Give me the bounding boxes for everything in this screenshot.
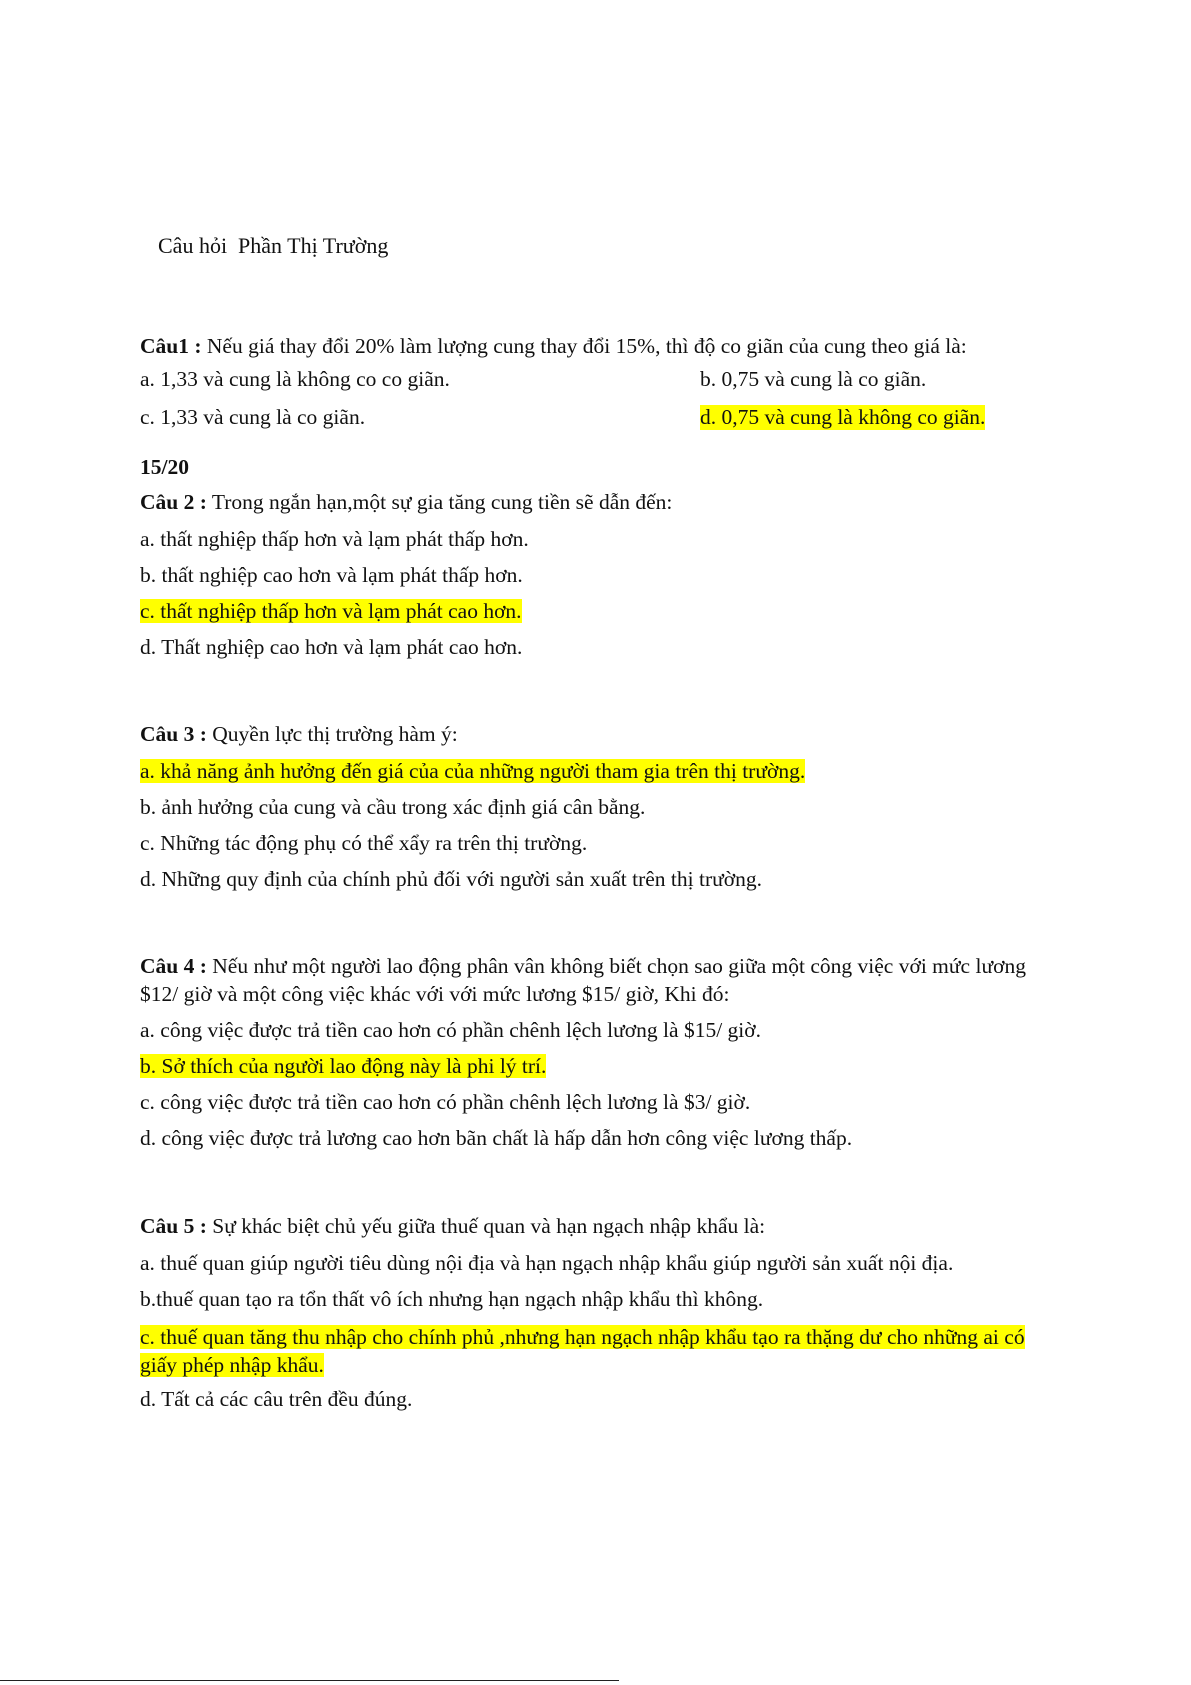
q1-option-c: c. 1,33 và cung là co giãn. [140, 405, 366, 429]
footer-divider-short [595, 1680, 619, 1681]
question-5-label: Câu 5 : [140, 1214, 207, 1238]
page-title: Câu hỏi Phần Thị Trường [158, 233, 389, 258]
question-1-stem [140, 334, 1060, 359]
q5-option-c-correct: c. thuế quan tăng thu nhập cho chính phủ ,nhưng hạn ngạch nhập khẩu tạo ra thặng dư cho những ai có giấy phép nhập khẩu. [140, 1325, 1025, 1377]
q4-option-a: a. công việc được trả tiền cao hơn có phần chênh lệch lương là $15/ giờ. [140, 1018, 762, 1042]
question-4-stem [140, 952, 1060, 1008]
question-2 [140, 490, 1060, 660]
question-5 [140, 1214, 1060, 1412]
question-5-text: Sự khác biệt chủ yếu giữa thuế quan và hạn ngạch nhập khẩu là: [206, 1214, 766, 1238]
question-2-text: Trong ngắn hạn,một sự gia tăng cung tiền sẽ dẫn đến: [206, 490, 673, 514]
q3-option-a-correct: a. khả năng ảnh hưởng đến giá của của những người tham gia trên thị trường. [140, 759, 806, 783]
question-3-label: Câu 3 : [140, 722, 207, 746]
q2-option-c-correct: c. thất nghiệp thấp hơn và lạm phát cao hơn. [140, 599, 522, 623]
q5-option-b: b.thuế quan tạo ra tổn thất vô ích nhưng hạn ngạch nhập khẩu thì không. [140, 1287, 764, 1311]
q2-option-d: d. Thất nghiệp cao hơn và lạm phát cao hơn. [140, 635, 523, 659]
q4-option-b-correct: b. Sở thích của người lao động này là phi lý trí. [140, 1054, 547, 1078]
footer-divider [0, 1680, 600, 1681]
q3-option-b: b. ảnh hưởng của cung và cầu trong xác định giá cân bằng. [140, 795, 646, 819]
question-1-text: Nếu giá thay đổi 20% làm lượng cung thay đổi 15%, thì độ co giãn của cung theo giá là: [201, 334, 967, 358]
question-4 [140, 952, 1060, 1151]
q3-option-c: c. Những tác động phụ có thể xẩy ra trên thị trường. [140, 831, 588, 855]
question-3-text: Quyền lực thị trường hàm ý: [206, 722, 458, 746]
question-3-stem [140, 722, 1060, 747]
question-4-label: Câu 4 : [140, 954, 207, 978]
q4-option-c: c. công việc được trả tiền cao hơn có phần chênh lệch lương là $3/ giờ. [140, 1090, 751, 1114]
question-5-stem [140, 1214, 1060, 1239]
q1-option-b: b. 0,75 và cung là co giãn. [700, 367, 927, 391]
question-1 [140, 334, 1060, 433]
q1-option-d-correct: d. 0,75 và cung là không co giãn. [700, 405, 986, 429]
question-1-label: Câu1 : [140, 334, 202, 358]
q4-option-d: d. công việc được trả lương cao hơn bãn chất là hấp dẫn hơn công việc lương thấp. [140, 1126, 853, 1150]
question-3 [140, 722, 1060, 892]
q1-option-a: a. 1,33 và cung là không co co giãn. [140, 367, 450, 391]
question-4-text: Nếu như một người lao động phân vân không biết chọn sao giữa một công việc với mức lương $12/ giờ và một công việc khác với với mức lương $15/ giờ, Khi đó: [140, 954, 1026, 1006]
question-2-stem [140, 490, 1060, 515]
q3-option-d: d. Những quy định của chính phủ đối với người sản xuất trên thị trường. [140, 867, 763, 891]
q2-option-a: a. thất nghiệp thấp hơn và lạm phát thấp hơn. [140, 527, 529, 551]
q2-option-b: b. thất nghiệp cao hơn và lạm phát thấp hơn. [140, 563, 523, 587]
question-2-label: Câu 2 : [140, 490, 207, 514]
q5-option-a: a. thuế quan giúp người tiêu dùng nội địa và hạn ngạch nhập khẩu giúp người sản xuất nội địa. [140, 1251, 954, 1275]
score: 15/20 [140, 455, 189, 479]
q5-option-d: d. Tất cả các câu trên đều đúng. [140, 1387, 413, 1411]
